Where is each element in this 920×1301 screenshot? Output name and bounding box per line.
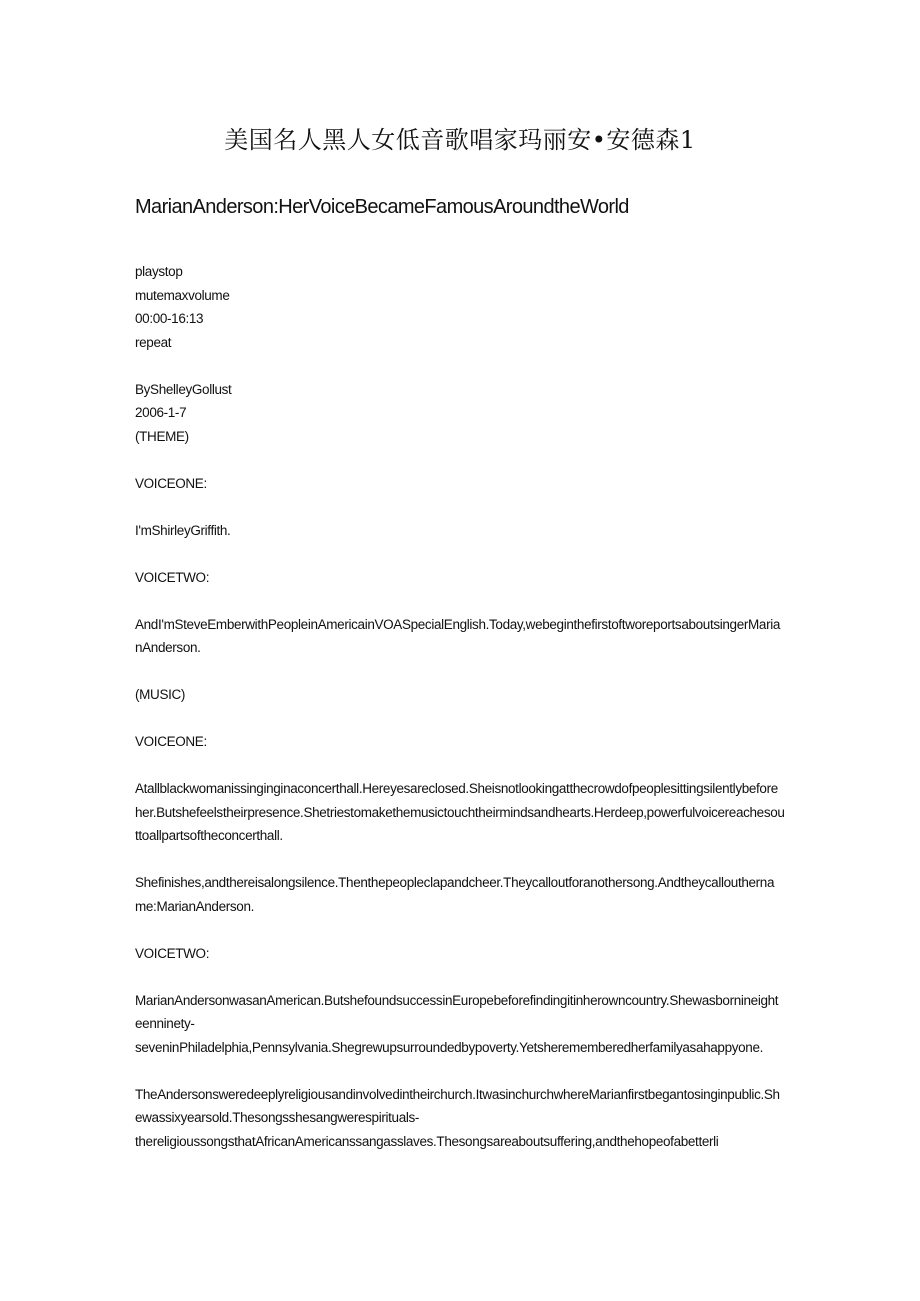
player-mute-max-volume: mutemaxvolume [135, 287, 230, 303]
paragraph-3: Atallblackwomanissinginginaconcerthall.Hereyesareclosed.Sheisnotlookingatthecrowdofpeoplesittingsilentlybeforeher.Butshefeelstheirpresence.Shetriestomakethemusictouchtheirmindsandhearts.Herdeep,powerfulvoicereachesouttoallpartsoftheconcerthall. [135, 781, 785, 843]
theme-cue: (THEME) [135, 428, 189, 444]
player-repeat: repeat [135, 334, 172, 350]
speaker-voice-one: VOICEONE: [135, 734, 207, 749]
player-play-stop: playstop [135, 264, 183, 279]
paragraph-2: AndI'mSteveEmberwithPeopleinAmericainVOASpecialEnglish.Today,webeginthefirstoftworeportsaboutsingerMarianAnderson. [135, 616, 781, 655]
music-cue: (MUSIC) [135, 687, 186, 702]
english-title: MarianAnderson:HerVoiceBecameFamousAroundtheWorld [135, 196, 629, 218]
date: 2006-1-7 [135, 405, 187, 420]
speaker-voice-one: VOICEONE: [135, 475, 207, 491]
paragraph-4: Shefinishes,andthereisalongsilence.Thenthepeopleclapandcheer.Theycalloutforanothersong.Andtheycallouthername:MarianAnderson. [135, 875, 775, 914]
chinese-title: 美国名人黑人女低音歌唱家玛丽安•安德森1 [224, 126, 696, 154]
byline: ByShelleyGollust [135, 381, 232, 397]
paragraph-6a: TheAndersonsweredeeplyreligiousandinvolvedintheirchurch.ItwasinchurchwhereMarianfirstbegantosinginpublic.Shewassixyearsold.Thesongsshesangwerespirituals- [135, 1086, 780, 1125]
paragraph-5b: seveninPhiladelphia,Pennsylvania.Shegrewupsurroundedbypoverty.Yetsherememberedherfamilyasahappyone. [135, 1039, 764, 1055]
speaker-voice-two: VOICETWO: [135, 569, 210, 585]
paragraph-6b: thereligioussongsthatAfricanAmericanssangasslaves.Thesongsareaboutsuffering,andthehopeofabetterli [135, 1133, 719, 1149]
document-body [135, 260, 785, 1153]
paragraph-5a: MarianAndersonwasanAmerican.ButshefoundsuccessinEuropebeforefindingitinherowncountry.Shewasbornineighteenninety- [135, 992, 779, 1031]
paragraph-1: I'mShirleyGriffith. [135, 522, 231, 538]
player-time: 00:00-16:13 [135, 311, 204, 326]
speaker-voice-two: VOICETWO: [135, 945, 210, 961]
